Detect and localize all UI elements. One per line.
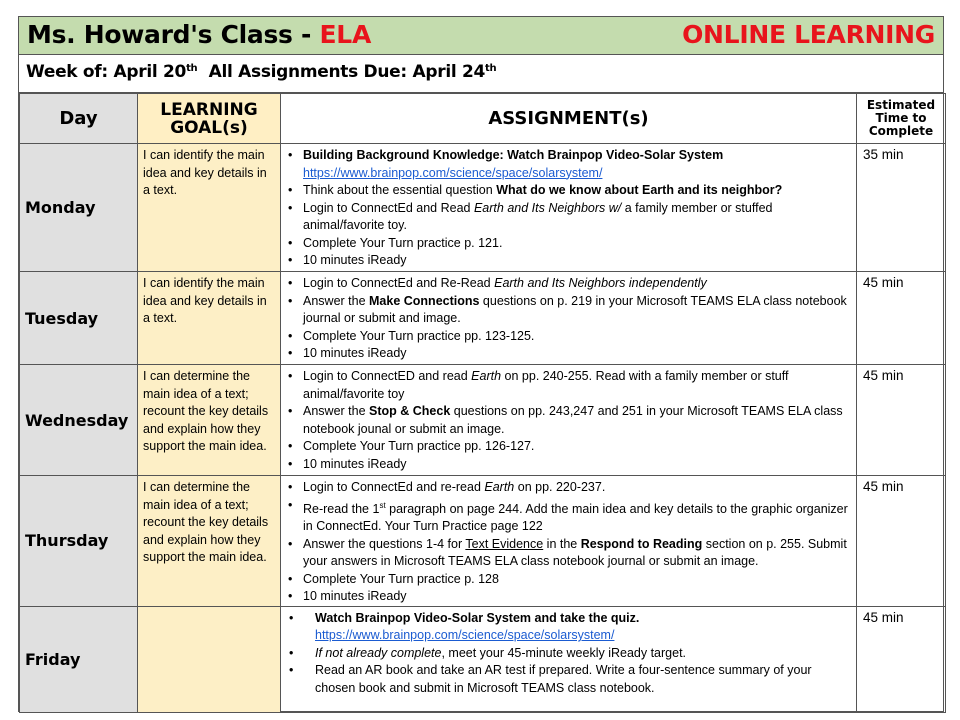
day-cell: Friday <box>20 606 138 712</box>
list-item: • Answer the questions 1-4 for Text Evidence in the Respond to Reading section on p. 255. Submit your answers in Microsoft TEAMS ELA class notebook journal or submit an image. <box>285 536 850 571</box>
day-cell: Wednesday <box>20 365 138 476</box>
list-item: • Building Background Knowledge: Watch Brainpop Video-Solar System https://www.brainpop.com/science/space/solarsystem/ <box>285 147 850 182</box>
list-item: • Complete Your Turn practice pp. 123-125. <box>285 328 850 346</box>
list-item: • Think about the essential question What do we know about Earth and its neighbor? <box>285 182 850 200</box>
column-header-time: Estimated Time to Complete <box>857 94 946 144</box>
list-item: • If not already complete, meet your 45-minute weekly iReady target. <box>285 645 850 663</box>
time-cell: 35 min <box>857 144 946 272</box>
day-cell: Monday <box>20 144 138 272</box>
list-item: • Login to ConnectEd and Re-Read Earth and Its Neighbors independently <box>285 275 850 293</box>
week-text <box>26 62 496 82</box>
table-row <box>20 606 946 712</box>
goal-cell: I can identify the main idea and key details in a text. <box>138 272 281 365</box>
list-item: • Login to ConnectEd and re-read Earth on pp. 220-237. <box>285 479 850 497</box>
time-cell: 45 min <box>857 272 946 365</box>
assignment-cell <box>281 365 857 476</box>
week-bar <box>19 55 943 93</box>
time-cell: 45 min <box>857 365 946 476</box>
goal-cell: I can identify the main idea and key details in a text. <box>138 144 281 272</box>
list-item: • Read an AR book and take an AR test if prepared. Write a four-sentence summary of your chosen book and submit in Microsoft TEAMS class notebook. <box>285 662 850 697</box>
list-item: • Answer the Stop & Check questions on pp. 243,247 and 251 in your Microsoft TEAMS ELA class notebook jounal or submit an image. <box>285 403 850 438</box>
subject-label: ELA <box>319 20 371 49</box>
assignment-sheet <box>18 16 944 712</box>
list-item: • Complete Your Turn practice p. 128 <box>285 571 850 589</box>
mode-label: ONLINE LEARNING <box>682 20 935 49</box>
goal-cell: I can determine the main idea of a text; recount the key details and explain how they support the main idea. <box>138 365 281 476</box>
list-item: • Complete Your Turn practice p. 121. <box>285 235 850 253</box>
brainpop-link[interactable]: https://www.brainpop.com/science/space/solarsystem/ <box>303 165 603 180</box>
list-item: • Complete Your Turn practice pp. 126-127. <box>285 438 850 456</box>
column-header-assignment: ASSIGNMENT(s) <box>281 94 857 144</box>
assignment-cell <box>281 476 857 607</box>
day-cell: Thursday <box>20 476 138 607</box>
list-item: • 10 minutes iReady <box>285 345 850 363</box>
assignment-cell <box>281 144 857 272</box>
week-of-label: Week of: April 20 <box>26 62 187 82</box>
assignment-cell <box>281 272 857 365</box>
time-cell: 45 min <box>857 606 946 712</box>
list-item: • Login to ConnectEd and Read Earth and Its Neighbors w/ a family member or stuffed animal/favorite toy. <box>285 200 850 235</box>
list-item: • Login to ConnectED and read Earth on pp. 240-255. Read with a family member or stuff animal/favorite toy <box>285 368 850 403</box>
brainpop-link[interactable]: https://www.brainpop.com/science/space/solarsystem/ <box>315 628 615 643</box>
class-title <box>27 20 371 49</box>
due-date-sup: th <box>485 63 497 74</box>
due-date-label: All Assignments Due: April 24 <box>197 62 486 82</box>
list-item: • 10 minutes iReady <box>285 588 850 606</box>
column-header-goal: LEARNING GOAL(s) <box>138 94 281 144</box>
list-item: • 10 minutes iReady <box>285 252 850 270</box>
table-row <box>20 272 946 365</box>
list-item: • Answer the Make Connections questions on p. 219 in your Microsoft TEAMS ELA class notebook journal or submit and image. <box>285 293 850 328</box>
column-header-day: Day <box>20 94 138 144</box>
day-cell: Tuesday <box>20 272 138 365</box>
schedule-table <box>19 93 946 713</box>
table-row <box>20 365 946 476</box>
table-header-row <box>20 94 946 144</box>
table-row <box>20 476 946 607</box>
list-item: • 10 minutes iReady <box>285 456 850 474</box>
class-name: Ms. Howard's Class - <box>27 20 320 49</box>
list-item: • Re-read the 1st paragraph on page 244. Add the main idea and key details to the graphic organizer in ConnectEd. Your Turn Practice page 122 <box>285 497 850 536</box>
week-of-sup: th <box>186 63 198 74</box>
table-row <box>20 144 946 272</box>
title-bar <box>19 17 943 55</box>
assignment-cell <box>281 606 857 712</box>
goal-cell <box>138 606 281 712</box>
time-cell: 45 min <box>857 476 946 607</box>
list-item: • Watch Brainpop Video-Solar System and take the quiz. https://www.brainpop.com/science/space/solarsystem/ <box>285 610 850 645</box>
goal-cell: I can determine the main idea of a text; recount the key details and explain how they support the main idea. <box>138 476 281 607</box>
